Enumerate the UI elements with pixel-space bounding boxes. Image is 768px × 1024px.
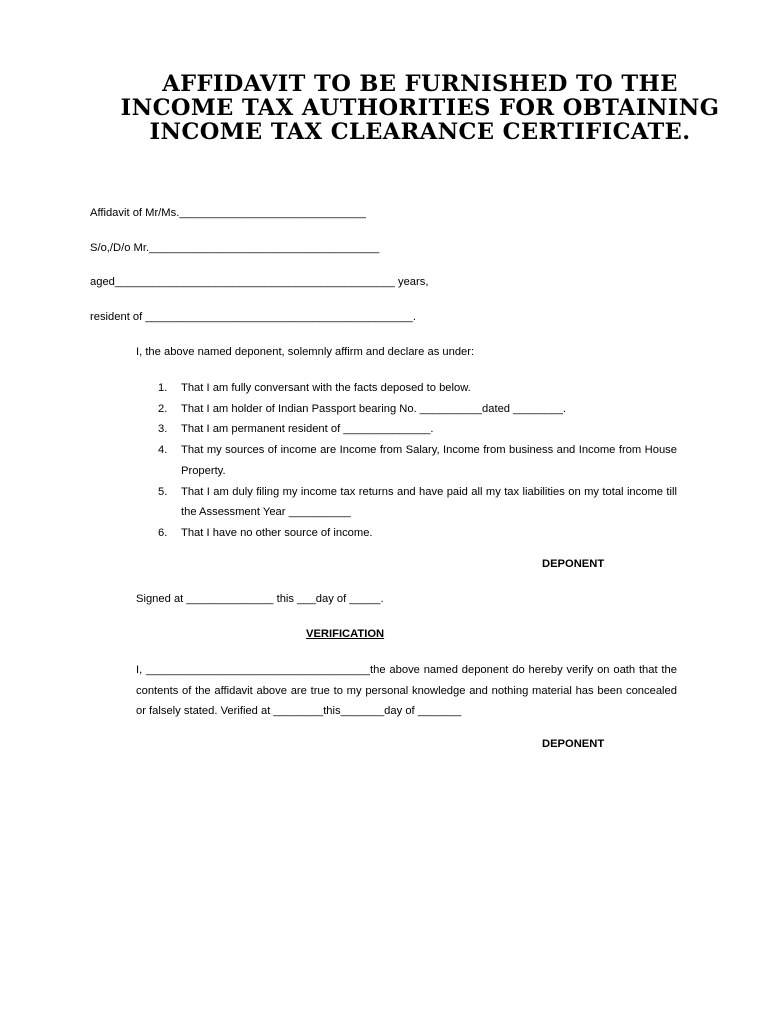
aged-field: aged_____________________________________________ years, bbox=[90, 276, 429, 288]
declaration-number: 4. bbox=[158, 444, 168, 457]
declaration-text: That I have no other source of income. bbox=[181, 526, 373, 539]
declaration-number: 2. bbox=[158, 402, 168, 415]
declaration-text: That my sources of income are Income from Salary, Income from business and Income from House Property. bbox=[181, 444, 677, 477]
declaration-item bbox=[136, 440, 677, 481]
declaration-item bbox=[136, 482, 677, 523]
declaration-number: 6. bbox=[158, 526, 168, 539]
declaration-item bbox=[136, 399, 677, 420]
verification-heading: VERIFICATION bbox=[306, 628, 385, 640]
deponent-label-verification: DEPONENT bbox=[542, 738, 605, 750]
declaration-item bbox=[136, 378, 677, 399]
document-title: AFFIDAVIT TO BE FURNISHED TO THE INCOME TAX AUTHORITIES FOR OBTAINING INCOME TAX CLEARANCE CERTIFICATE. bbox=[120, 71, 720, 145]
declaration-text: That I am permanent resident of ______________. bbox=[181, 423, 434, 436]
declaration-text: That I am duly filing my income tax returns and have paid all my tax liabilities on my total income till the Assessment Year __________ bbox=[181, 485, 677, 519]
declaration-item bbox=[136, 523, 677, 544]
declaration-intro: I, the above named deponent, solemnly affirm and declare as under: bbox=[136, 346, 475, 358]
affidavit-of-field: Affidavit of Mr/Ms.______________________________ bbox=[90, 207, 366, 219]
declaration-list bbox=[136, 378, 677, 544]
signed-at-line: Signed at ______________ this ___day of _____. bbox=[136, 593, 384, 605]
son-of-field: S/o,/D/o Mr._____________________________________ bbox=[90, 242, 380, 254]
declaration-text: That I am holder of Indian Passport bearing No. __________dated ________. bbox=[181, 402, 567, 415]
resident-of-field: resident of ___________________________________________. bbox=[90, 311, 416, 323]
declaration-text: That I am fully conversant with the facts deposed to below. bbox=[181, 382, 471, 394]
verification-text: I, ____________________________________the above named deponent do hereby verify on oath that the contents of the affidavit above are true to my personal knowledge and nothing material has been concealed or falsely stated. Verified at ________this_______day of _______ bbox=[136, 664, 677, 717]
declaration-number: 1. bbox=[158, 382, 168, 394]
deponent-label: DEPONENT bbox=[542, 558, 605, 570]
declaration-item bbox=[136, 419, 677, 440]
declaration-number: 5. bbox=[158, 485, 168, 498]
declaration-number: 3. bbox=[158, 423, 168, 436]
